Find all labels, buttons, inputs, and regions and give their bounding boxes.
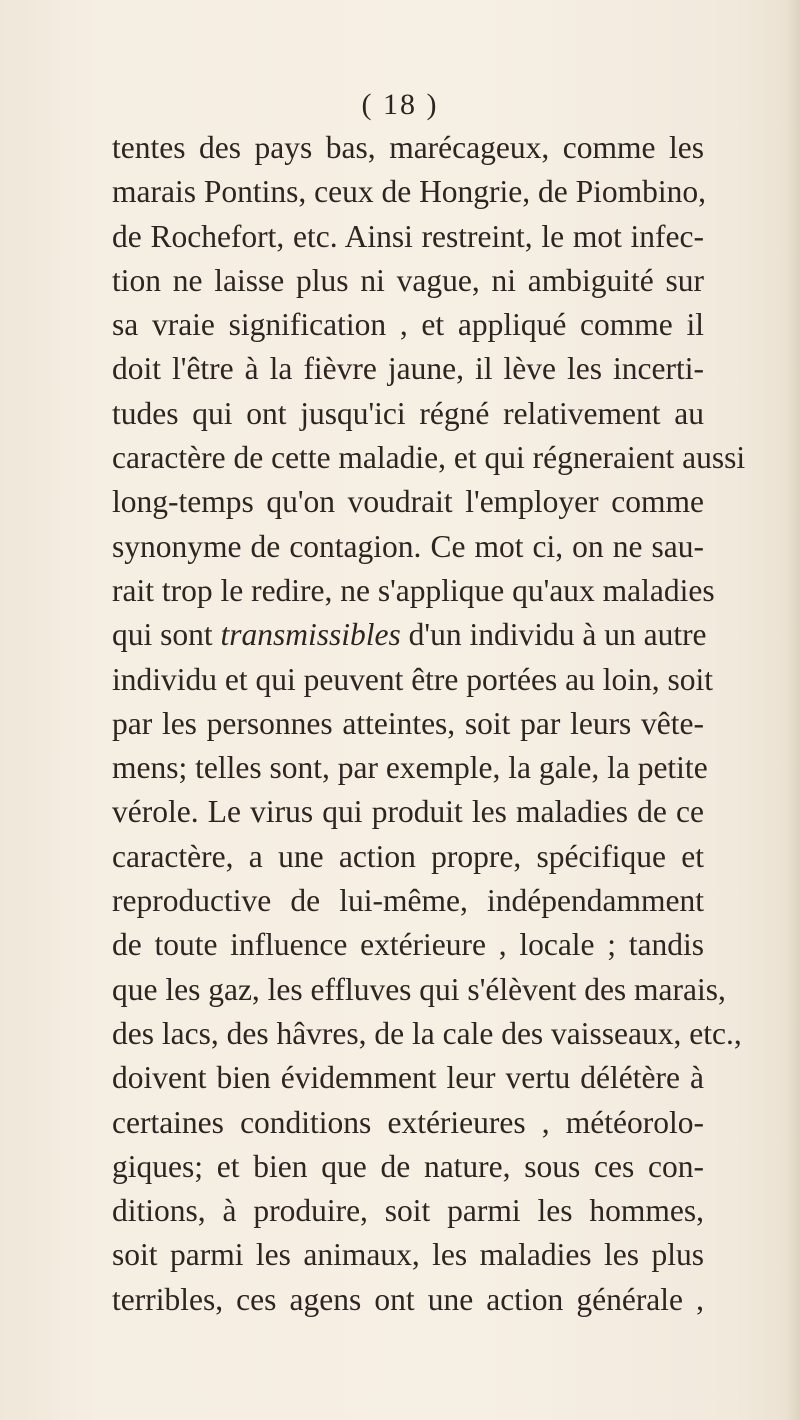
text-segment: ditions, à produire, soit parmi les hommes, xyxy=(112,1193,704,1229)
text-line xyxy=(112,436,746,480)
text-segment: individu et qui peuvent être portées au loin, soit xyxy=(112,661,713,697)
text-line xyxy=(112,259,704,303)
text-segment: synonyme de contagion. Ce mot ci, on ne sau- xyxy=(112,528,704,564)
text-segment: certaines conditions extérieures , météorolo- xyxy=(112,1104,704,1140)
text-segment: mens; telles sont, par exemple, la gale, la petite xyxy=(112,750,708,786)
text-segment: des lacs, des hâvres, de la cale des vaisseaux, etc., xyxy=(112,1015,742,1051)
text-line xyxy=(112,1278,704,1322)
text-line xyxy=(112,1189,704,1233)
text-segment: d'un individu à un autre xyxy=(400,617,707,653)
text-segment: tentes des pays bas, marécageux, comme les xyxy=(112,130,704,165)
text-segment: long-temps qu'on voudrait l'employer comme xyxy=(112,484,704,520)
text-line xyxy=(112,746,708,790)
text-line xyxy=(112,1056,704,1100)
text-segment: reproductive de lui-même, indépendamment xyxy=(112,883,704,919)
text-segment: doit l'être à la fièvre jaune, il lève les incerti- xyxy=(112,351,704,387)
text-segment: sa vraie signification , et appliqué comme il xyxy=(112,307,704,343)
text-line xyxy=(112,1233,704,1277)
text-segment: caractère, a une action propre, spécifique et xyxy=(112,838,704,874)
text-line xyxy=(112,392,704,436)
body-text xyxy=(112,126,746,1322)
text-line xyxy=(112,879,704,923)
text-segment: que les gaz, les effluves qui s'élèvent des marais, xyxy=(112,971,726,1007)
text-segment: marais Pontins, ceux de Hongrie, de Piombino, xyxy=(112,174,707,210)
text-line xyxy=(112,170,707,214)
text-segment: soit parmi les animaux, les maladies les plus xyxy=(112,1237,704,1273)
text-segment: de toute influence extérieure , locale ; tandis xyxy=(112,927,704,963)
text-segment: tudes qui ont jusqu'ici régné relativement au xyxy=(112,395,704,431)
text-line xyxy=(112,835,704,879)
text-segment: caractère de cette maladie, et qui régneraient aussi xyxy=(112,440,746,476)
text-segment: doivent bien évidemment leur vertu délétère à xyxy=(112,1060,704,1096)
text-line xyxy=(112,303,704,347)
text-segment: terribles, ces agens ont une action générale , xyxy=(112,1281,704,1317)
text-segment: tion ne laisse plus ni vague, ni ambiguité sur xyxy=(112,262,704,298)
text-line xyxy=(112,569,715,613)
text-line xyxy=(112,702,704,746)
text-line xyxy=(112,658,713,702)
text-segment: giques; et bien que de nature, sous ces con- xyxy=(112,1148,704,1184)
text-line xyxy=(112,1101,704,1145)
text-segment: de Rochefort, etc. Ainsi restreint, le mot infec- xyxy=(112,218,704,254)
text-line xyxy=(112,790,704,834)
text-line xyxy=(112,1012,742,1056)
text-line xyxy=(112,923,704,967)
text-line xyxy=(112,968,726,1012)
text-line xyxy=(112,1145,704,1189)
text-line xyxy=(112,525,704,569)
italic-text: transmissibles xyxy=(220,617,401,653)
page-edge-shadow xyxy=(786,0,800,1420)
text-segment: qui sont xyxy=(112,617,221,653)
text-line xyxy=(112,126,704,170)
text-segment: rait trop le redire, ne s'applique qu'aux maladies xyxy=(112,572,715,608)
text-segment: par les personnes atteintes, soit par leurs vête- xyxy=(112,705,704,741)
text-segment: vérole. Le virus qui produit les maladies de ce xyxy=(112,794,704,830)
text-line xyxy=(112,347,704,391)
text-line xyxy=(112,215,704,259)
text-line xyxy=(112,480,704,524)
page-number: ( 18 ) xyxy=(361,88,439,121)
text-line xyxy=(112,613,707,657)
